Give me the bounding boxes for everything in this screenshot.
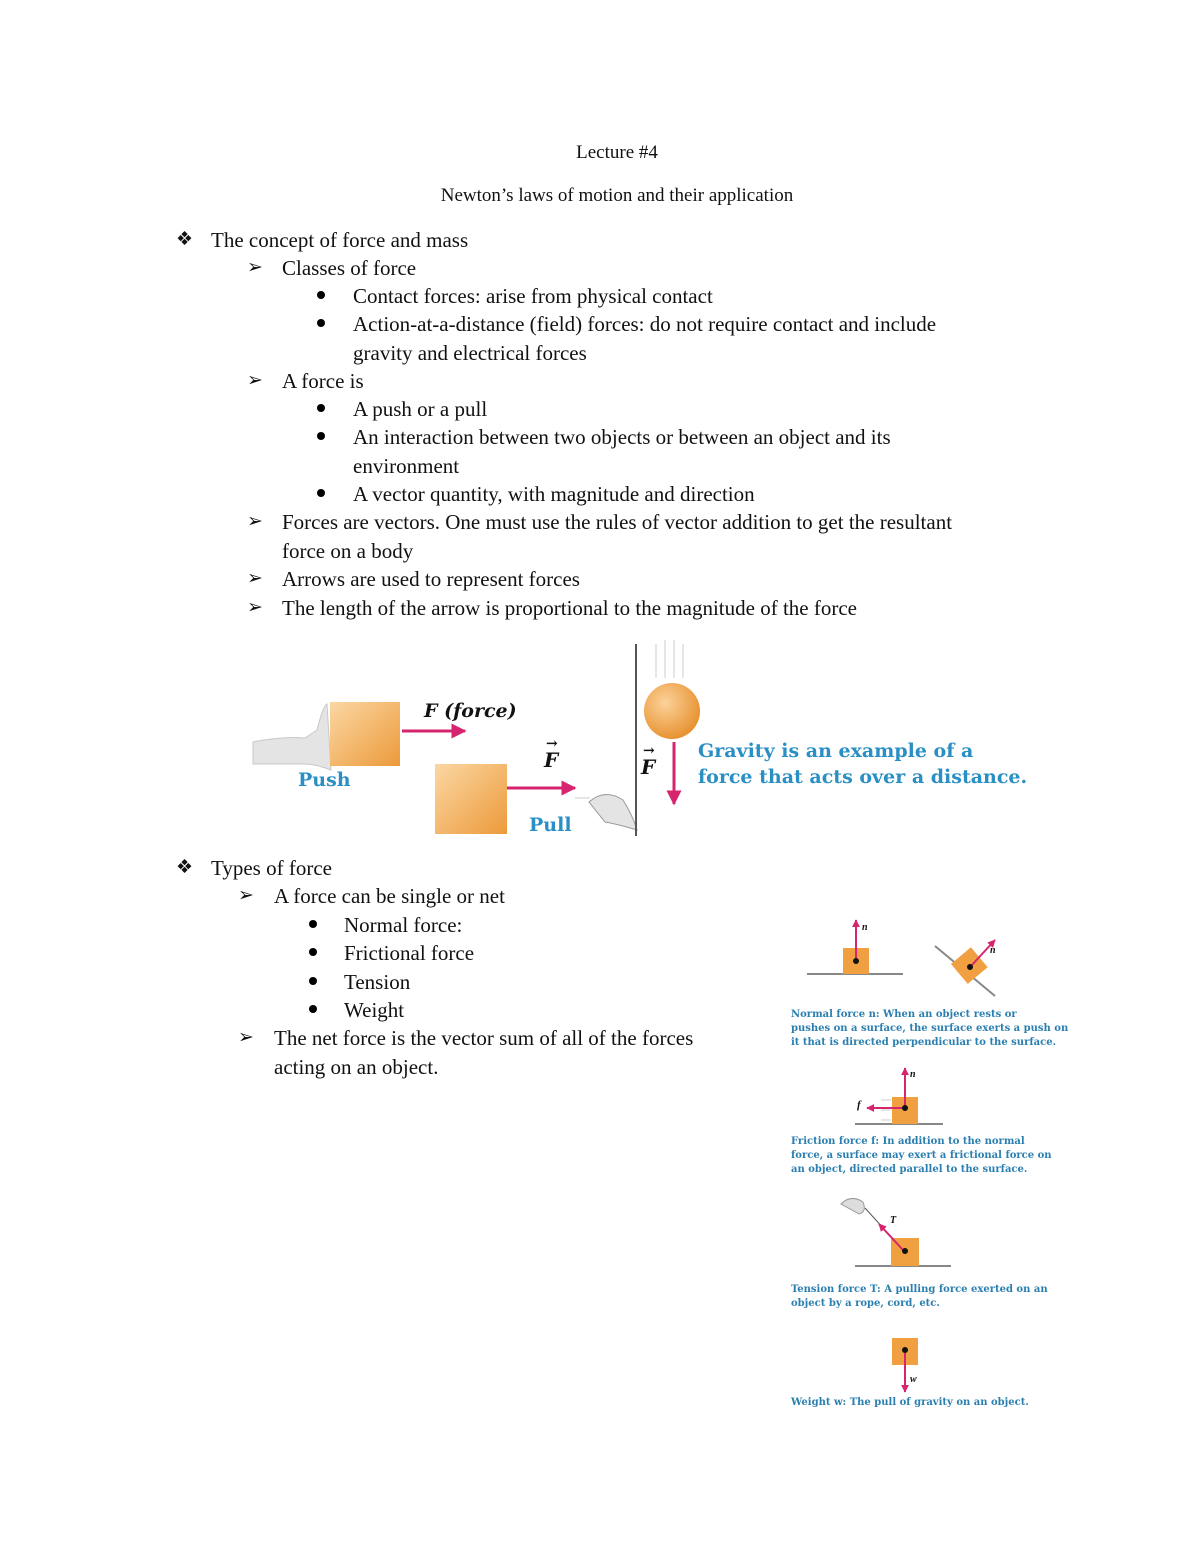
friction-caption: Friction force f: In addition to the normal bbox=[791, 1136, 1025, 1147]
push-hand-icon bbox=[253, 704, 331, 770]
push-label: Push bbox=[298, 769, 351, 791]
weight-symbol: w bbox=[910, 1374, 917, 1385]
tension-caption: object by a rope, cord, etc. bbox=[791, 1298, 940, 1309]
friction-caption: force, a surface may exert a frictional force on bbox=[791, 1150, 1052, 1161]
normal-symbol: n bbox=[990, 945, 996, 956]
section-heading: Types of force bbox=[211, 856, 332, 880]
list-item-continuation: environment bbox=[353, 454, 460, 478]
list-item: Weight bbox=[344, 998, 405, 1022]
arrow-bullet-icon: ➢ bbox=[238, 1027, 254, 1048]
gravity-vector-label: → F bbox=[641, 743, 656, 779]
normal-symbol: n bbox=[862, 922, 868, 933]
arrow-bullet-icon: ➢ bbox=[247, 257, 263, 278]
bullet-dot-icon bbox=[317, 291, 325, 299]
list-item-continuation: force on a body bbox=[282, 539, 414, 563]
tension-symbol: T bbox=[890, 1215, 897, 1226]
list-item: Action-at-a-distance (field) forces: do not require contact and include bbox=[353, 312, 937, 336]
list-item: Forces are vectors. One must use the rules of vector addition to get the resultant bbox=[282, 510, 953, 534]
friction-symbol: f bbox=[857, 1099, 861, 1111]
arrow-bullet-icon: ➢ bbox=[247, 597, 263, 618]
bullet-dot-icon bbox=[317, 432, 325, 440]
list-item: An interaction between two objects or between an object and its bbox=[353, 425, 891, 449]
push-block bbox=[330, 702, 400, 766]
page-subtitle: Newton’s laws of motion and their application bbox=[440, 185, 794, 206]
pull-hand-icon bbox=[589, 794, 637, 830]
arrow-bullet-icon: ➢ bbox=[247, 568, 263, 589]
section-heading: The concept of force and mass bbox=[211, 228, 469, 252]
normal-symbol: n bbox=[910, 1069, 916, 1080]
list-item: A vector quantity, with magnitude and direction bbox=[353, 482, 755, 506]
bullet-dot-icon bbox=[317, 489, 325, 497]
list-item-continuation: acting on an object. bbox=[274, 1055, 439, 1079]
list-item: The net force is the vector sum of all of the forces bbox=[274, 1026, 694, 1050]
list-item: Contact forces: arise from physical contact bbox=[353, 284, 713, 308]
pull-block bbox=[435, 764, 507, 834]
arrow-bullet-icon: ➢ bbox=[247, 511, 263, 532]
arrow-bullet-icon: ➢ bbox=[238, 885, 254, 906]
gravity-caption: Gravity is an example of a bbox=[698, 740, 974, 762]
list-item-continuation: gravity and electrical forces bbox=[353, 341, 587, 365]
tension-caption: Tension force T: A pulling force exerted on an bbox=[791, 1284, 1048, 1295]
bullet-dot-icon bbox=[309, 948, 317, 956]
page-title: Lecture #4 bbox=[576, 142, 658, 163]
list-item: Normal force: bbox=[344, 913, 463, 937]
normal-caption: Normal force n: When an object rests or bbox=[791, 1009, 1017, 1020]
arrow-bullet-icon: ➢ bbox=[247, 370, 263, 391]
list-item: A push or a pull bbox=[353, 397, 488, 421]
bullet-dot-icon bbox=[309, 1005, 317, 1013]
normal-caption: it that is directed perpendicular to the surface. bbox=[791, 1037, 1057, 1048]
list-item: A force can be single or net bbox=[274, 884, 505, 908]
diamond-bullet-icon: ❖ bbox=[176, 229, 194, 250]
friction-caption: an object, directed parallel to the surface. bbox=[791, 1164, 1028, 1175]
bullet-dot-icon bbox=[317, 404, 325, 412]
gravity-caption: force that acts over a distance. bbox=[698, 766, 1028, 788]
pull-label: Pull bbox=[529, 814, 572, 836]
force-label: F (force) bbox=[424, 700, 517, 722]
list-item: Tension bbox=[344, 970, 411, 994]
list-item: A force is bbox=[282, 369, 364, 393]
falling-ball bbox=[644, 683, 700, 739]
list-item: Arrows are used to represent forces bbox=[282, 567, 580, 591]
bullet-dot-icon bbox=[309, 920, 317, 928]
bullet-dot-icon bbox=[309, 977, 317, 985]
force-vector-label: → F bbox=[544, 736, 559, 772]
bullet-dot-icon bbox=[317, 319, 325, 327]
weight-caption: Weight w: The pull of gravity on an object. bbox=[791, 1397, 1029, 1408]
normal-caption: pushes on a surface, the surface exerts a push on bbox=[791, 1023, 1069, 1034]
list-item: The length of the arrow is proportional to the magnitude of the force bbox=[282, 596, 857, 620]
list-item: Frictional force bbox=[344, 941, 475, 965]
diamond-bullet-icon: ❖ bbox=[176, 857, 194, 878]
list-item: Classes of force bbox=[282, 256, 417, 280]
